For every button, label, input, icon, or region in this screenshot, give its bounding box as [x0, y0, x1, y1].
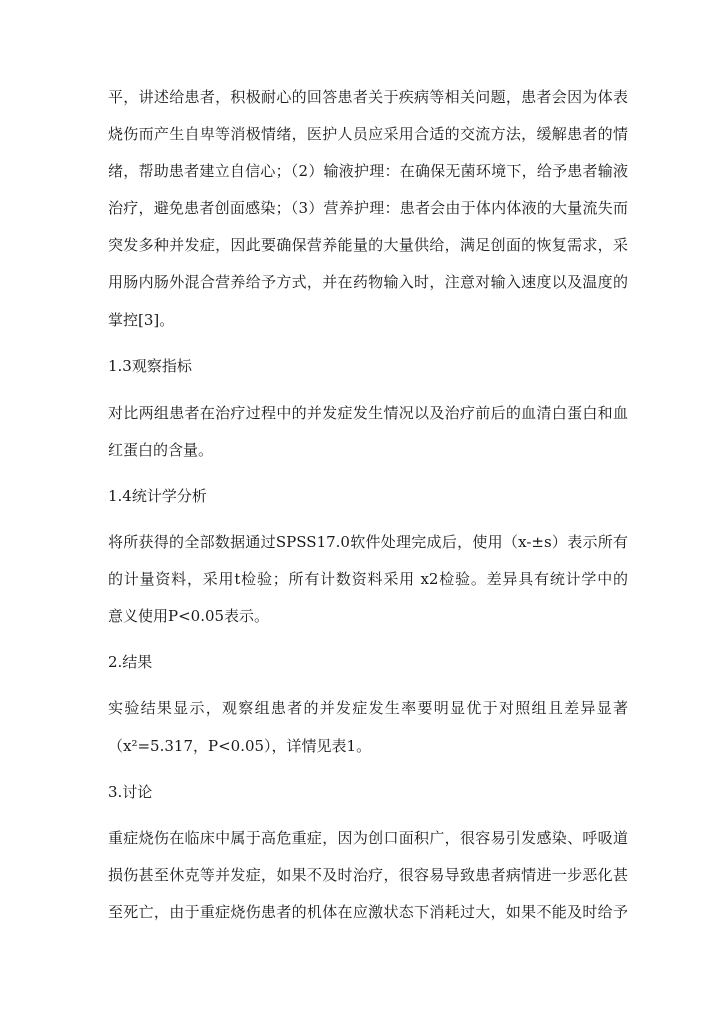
section-heading-1-3: 1.3观察指标: [108, 357, 192, 375]
paragraph-line-11: 的计量资料，采用t检验；所有计数资料采用 x2检验。差异具有统计学中的: [108, 570, 628, 588]
section-heading-1-4: 1.4统计学分析: [108, 487, 207, 505]
paragraph-line-17: 至死亡，由于重症烧伤患者的机体在应激状态下消耗过大，如果不能及时给予: [108, 903, 628, 921]
paragraph-line-8: 对比两组患者在治疗过程中的并发症发生情况以及治疗前后的血清白蛋白和血: [108, 404, 628, 422]
paragraph-line-2: 烧伤而产生自卑等消极情绪，医护人员应采用合适的交流方法，缓解患者的情: [108, 125, 628, 143]
paragraph-line-12: 意义使用P<0.05表示。: [108, 607, 270, 625]
paragraph-line-4: 治疗，避免患者创面感染；（3）营养护理：患者会由于体内体液的大量流失而: [108, 199, 628, 217]
paragraph-line-7: 掌控[3]。: [108, 311, 175, 329]
paragraph-line-15: 重症烧伤在临床中属于高危重症，因为创口面积广，很容易引发感染、呼吸道: [108, 829, 628, 847]
paragraph-line-10: 将所获得的全部数据通过SPSS17.0软件处理完成后，使用（x-±s）表示所有: [108, 533, 628, 551]
paragraph-line-6: 用肠内肠外混合营养给予方式，并在药物输入时，注意对输入速度以及温度的: [108, 273, 628, 291]
section-heading-2: 2.结果: [108, 653, 153, 671]
paragraph-line-14: （x²=5.317，P<0.05），详情见表1。: [108, 737, 372, 755]
paragraph-line-3: 绪，帮助患者建立自信心；（2）输液护理：在确保无菌环境下，给予患者输液: [108, 162, 628, 180]
paragraph-line-13: 实验结果显示，观察组患者的并发症发生率要明显优于对照组且差异显著: [108, 699, 628, 717]
paragraph-line-9: 红蛋白的含量。: [108, 441, 214, 459]
section-heading-3: 3.讨论: [108, 783, 153, 801]
paragraph-line-16: 损伤甚至休克等并发症，如果不及时治疗，很容易导致患者病情进一步恶化甚: [108, 866, 628, 884]
paragraph-line-5: 突发多种并发症，因此要确保营养能量的大量供给，满足创面的恢复需求，采: [108, 236, 628, 254]
paragraph-line-1: 平，讲述给患者，积极耐心的回答患者关于疾病等相关问题，患者会因为体表: [108, 88, 628, 106]
